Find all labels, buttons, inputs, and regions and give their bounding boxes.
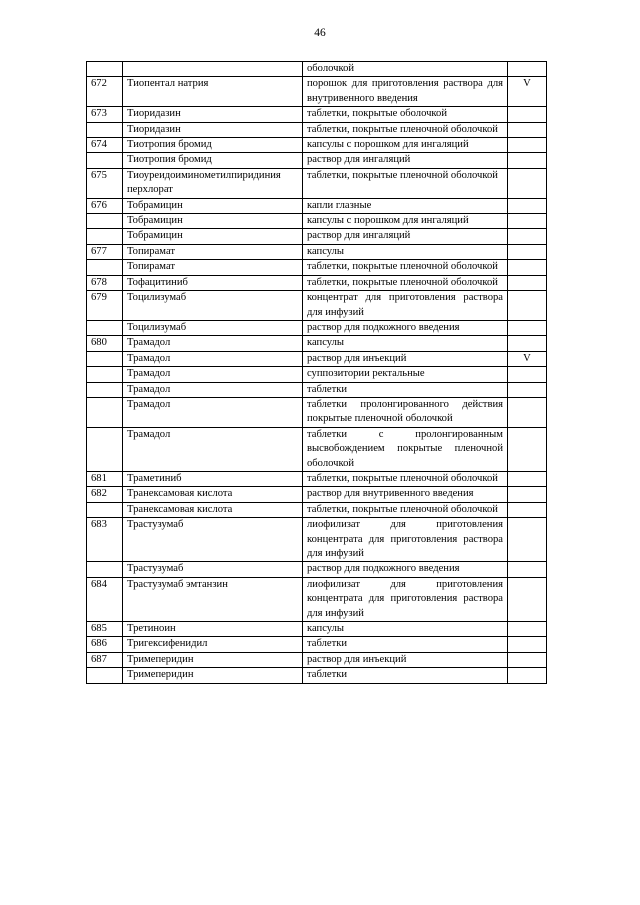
row-number (87, 397, 123, 427)
table-row (87, 229, 547, 244)
row-number: 680 (87, 336, 123, 351)
vital-mark (508, 244, 547, 259)
drug-table (86, 61, 547, 684)
row-number (87, 229, 123, 244)
dosage-form: таблетки (303, 382, 508, 397)
dosage-form: капсулы (303, 244, 508, 259)
drug-name: Транексамовая кислота (123, 487, 303, 502)
vital-mark (508, 502, 547, 517)
dosage-form: оболочкой (303, 62, 508, 77)
row-number: 679 (87, 291, 123, 321)
dosage-form: лиофилизат для приготовления концентрата для приготовления раствора для инфузий (303, 577, 508, 621)
row-number (87, 260, 123, 275)
dosage-form: капсулы (303, 622, 508, 637)
dosage-form: раствор для подкожного введения (303, 562, 508, 577)
dosage-form: капсулы с порошком для ингаляций (303, 138, 508, 153)
drug-name: Тиотропия бромид (123, 138, 303, 153)
table-row (87, 244, 547, 259)
dosage-form: порошок для приготовления раствора для внутривенного введения (303, 77, 508, 107)
table-row (87, 198, 547, 213)
table-row (87, 668, 547, 683)
drug-name: Тримеперидин (123, 668, 303, 683)
vital-mark (508, 471, 547, 486)
row-number (87, 122, 123, 137)
vital-mark (508, 668, 547, 683)
dosage-form: раствор для инъекций (303, 652, 508, 667)
dosage-form: раствор для ингаляций (303, 229, 508, 244)
row-number: 678 (87, 275, 123, 290)
row-number: 687 (87, 652, 123, 667)
dosage-form: таблетки, покрытые пленочной оболочкой (303, 168, 508, 198)
dosage-form: таблетки, покрытые пленочной оболочкой (303, 502, 508, 517)
row-number: 682 (87, 487, 123, 502)
dosage-form: таблетки, покрытые оболочкой (303, 107, 508, 122)
dosage-form: раствор для подкожного введения (303, 320, 508, 335)
drug-name: Тиоуреидоиминометилпиридиния перхлорат (123, 168, 303, 198)
table-row (87, 471, 547, 486)
vital-mark (508, 214, 547, 229)
dosage-form: таблетки, покрытые пленочной оболочкой (303, 260, 508, 275)
row-number: 685 (87, 622, 123, 637)
vital-mark: V (508, 77, 547, 107)
drug-name (123, 62, 303, 77)
row-number (87, 214, 123, 229)
drug-name: Тиоридазин (123, 122, 303, 137)
drug-name: Транексамовая кислота (123, 502, 303, 517)
vital-mark (508, 168, 547, 198)
vital-mark (508, 122, 547, 137)
row-number (87, 427, 123, 471)
table-row (87, 622, 547, 637)
drug-name: Трамадол (123, 367, 303, 382)
drug-name: Топирамат (123, 244, 303, 259)
table-row (87, 168, 547, 198)
dosage-form: таблетки (303, 637, 508, 652)
vital-mark (508, 367, 547, 382)
vital-mark (508, 652, 547, 667)
table-row (87, 397, 547, 427)
drug-name: Тобрамицин (123, 214, 303, 229)
drug-name: Тримеперидин (123, 652, 303, 667)
dosage-form: таблетки, покрытые пленочной оболочкой (303, 122, 508, 137)
row-number (87, 351, 123, 366)
row-number (87, 62, 123, 77)
vital-mark (508, 138, 547, 153)
dosage-form: таблетки (303, 668, 508, 683)
vital-mark (508, 397, 547, 427)
drug-name: Траметиниб (123, 471, 303, 486)
row-number: 686 (87, 637, 123, 652)
drug-name: Трамадол (123, 427, 303, 471)
vital-mark (508, 562, 547, 577)
row-number: 674 (87, 138, 123, 153)
table-row (87, 518, 547, 562)
drug-name: Трамадол (123, 382, 303, 397)
table-row (87, 637, 547, 652)
row-number (87, 367, 123, 382)
vital-mark (508, 229, 547, 244)
drug-name: Тиотропия бромид (123, 153, 303, 168)
dosage-form: раствор для внутривенного введения (303, 487, 508, 502)
vital-mark (508, 275, 547, 290)
row-number (87, 320, 123, 335)
vital-mark (508, 427, 547, 471)
row-number: 677 (87, 244, 123, 259)
drug-name: Тоцилизумаб (123, 320, 303, 335)
drug-name: Трастузумаб эмтанзин (123, 577, 303, 621)
table-row (87, 487, 547, 502)
vital-mark: V (508, 351, 547, 366)
row-number (87, 668, 123, 683)
table-row (87, 214, 547, 229)
table-row (87, 291, 547, 321)
dosage-form: таблетки, покрытые пленочной оболочкой (303, 471, 508, 486)
vital-mark (508, 622, 547, 637)
table-row (87, 275, 547, 290)
dosage-form: раствор для ингаляций (303, 153, 508, 168)
table-row (87, 320, 547, 335)
row-number (87, 502, 123, 517)
vital-mark (508, 518, 547, 562)
table-row (87, 107, 547, 122)
vital-mark (508, 382, 547, 397)
dosage-form: концентрат для приготовления раствора для инфузий (303, 291, 508, 321)
dosage-form: капсулы с порошком для ингаляций (303, 214, 508, 229)
drug-name: Тригексифенидил (123, 637, 303, 652)
row-number: 673 (87, 107, 123, 122)
vital-mark (508, 291, 547, 321)
drug-name: Тоцилизумаб (123, 291, 303, 321)
drug-name: Трастузумаб (123, 518, 303, 562)
table-row (87, 382, 547, 397)
table-row (87, 260, 547, 275)
dosage-form: раствор для инъекций (303, 351, 508, 366)
row-number (87, 562, 123, 577)
vital-mark (508, 320, 547, 335)
table-body (87, 62, 547, 684)
table-row (87, 577, 547, 621)
row-number: 672 (87, 77, 123, 107)
row-number: 675 (87, 168, 123, 198)
page-number: 46 (314, 27, 326, 39)
vital-mark (508, 107, 547, 122)
drug-name: Тофацитиниб (123, 275, 303, 290)
table-row (87, 367, 547, 382)
table-row (87, 652, 547, 667)
vital-mark (508, 153, 547, 168)
vital-mark (508, 260, 547, 275)
drug-name: Тобрамицин (123, 198, 303, 213)
vital-mark (508, 577, 547, 621)
table-row (87, 351, 547, 366)
dosage-form: капсулы (303, 336, 508, 351)
drug-name: Третиноин (123, 622, 303, 637)
row-number: 681 (87, 471, 123, 486)
drug-name: Тиопентал натрия (123, 77, 303, 107)
drug-name: Топирамат (123, 260, 303, 275)
dosage-form: лиофилизат для приготовления концентрата для приготовления раствора для инфузий (303, 518, 508, 562)
table-row (87, 62, 547, 77)
drug-name: Тиоридазин (123, 107, 303, 122)
dosage-form: таблетки, покрытые пленочной оболочкой (303, 275, 508, 290)
drug-name: Трамадол (123, 336, 303, 351)
table-row (87, 138, 547, 153)
table-row (87, 122, 547, 137)
vital-mark (508, 336, 547, 351)
dosage-form: таблетки пролонгированного действия покрытые пленочной оболочкой (303, 397, 508, 427)
table-row (87, 502, 547, 517)
dosage-form: таблетки с пролонгированным высвобождением покрытые пленочной оболочкой (303, 427, 508, 471)
row-number (87, 153, 123, 168)
vital-mark (508, 637, 547, 652)
row-number (87, 382, 123, 397)
drug-name: Трамадол (123, 397, 303, 427)
drug-name: Тобрамицин (123, 229, 303, 244)
row-number: 684 (87, 577, 123, 621)
row-number: 676 (87, 198, 123, 213)
table-row (87, 336, 547, 351)
vital-mark (508, 62, 547, 77)
table-row (87, 153, 547, 168)
table-row (87, 427, 547, 471)
drug-name: Трамадол (123, 351, 303, 366)
row-number: 683 (87, 518, 123, 562)
vital-mark (508, 487, 547, 502)
table-row (87, 562, 547, 577)
table-row (87, 77, 547, 107)
vital-mark (508, 198, 547, 213)
drug-name: Трастузумаб (123, 562, 303, 577)
dosage-form: суппозитории ректальные (303, 367, 508, 382)
dosage-form: капли глазные (303, 198, 508, 213)
